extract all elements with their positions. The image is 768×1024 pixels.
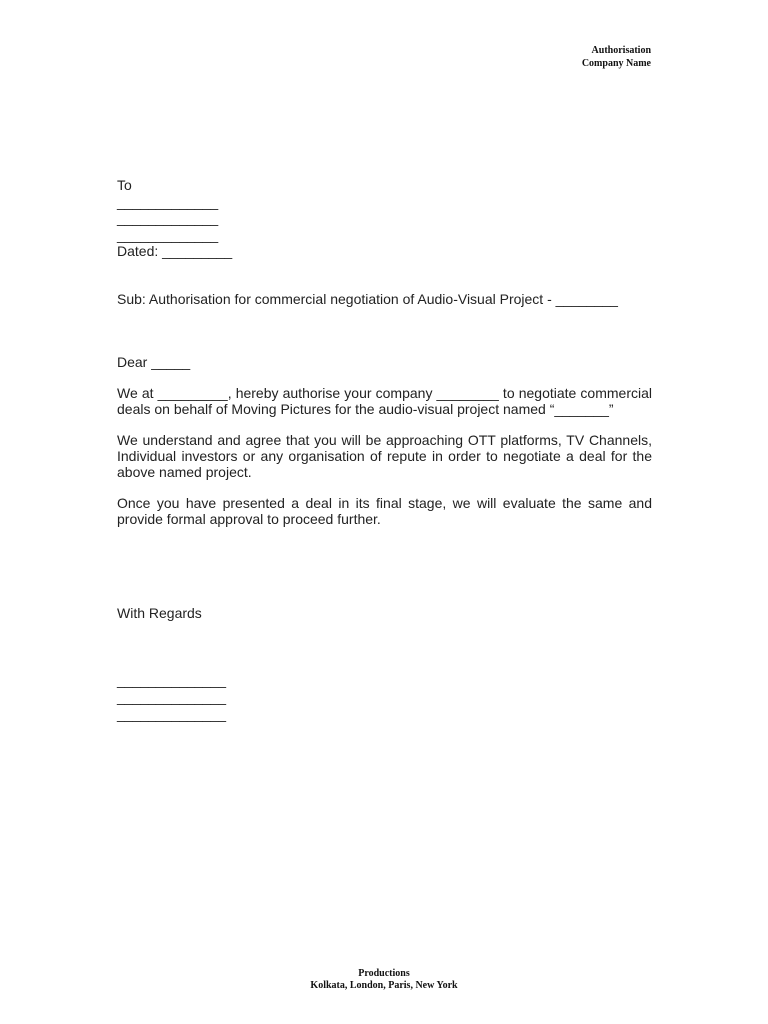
recipient-line: _____________ bbox=[117, 226, 219, 243]
signature-block bbox=[117, 672, 652, 723]
recipient-line: _____________ bbox=[117, 193, 219, 210]
letter-header bbox=[582, 44, 651, 70]
signature-line: ______________ bbox=[117, 672, 227, 688]
salutation: Dear _____ bbox=[117, 354, 191, 370]
closing: With Regards bbox=[117, 605, 202, 621]
footer-locations: Kolkata, London, Paris, New York bbox=[310, 980, 458, 991]
letter-footer bbox=[0, 968, 768, 992]
body-paragraph: We at _________, hereby authorise your company ________ to negotiate commercial deals on behalf of Moving Pictures for the audio-visual project named “_______” bbox=[117, 385, 652, 417]
header-company-name: Company Name bbox=[581, 58, 651, 69]
signature-line: ______________ bbox=[117, 706, 227, 722]
recipient-to: To bbox=[117, 177, 132, 193]
signature-line: ______________ bbox=[117, 689, 227, 705]
dated-line: Dated: _________ bbox=[117, 243, 233, 259]
body-paragraph: Once you have presented a deal in its final stage, we will evaluate the same and provide formal approval to proceed further. bbox=[117, 495, 652, 527]
header-title: Authorisation bbox=[591, 45, 651, 56]
recipient-line: _____________ bbox=[117, 210, 219, 226]
footer-company: Productions bbox=[358, 968, 410, 979]
body-paragraph: We understand and agree that you will be approaching OTT platforms, TV Channels, Individual investors or any organisation of repute in order to negotiate a deal for the above named project. bbox=[117, 432, 652, 480]
subject-line: Sub: Authorisation for commercial negotiation of Audio-Visual Project - ________ bbox=[117, 291, 618, 307]
recipient-block bbox=[117, 177, 652, 260]
